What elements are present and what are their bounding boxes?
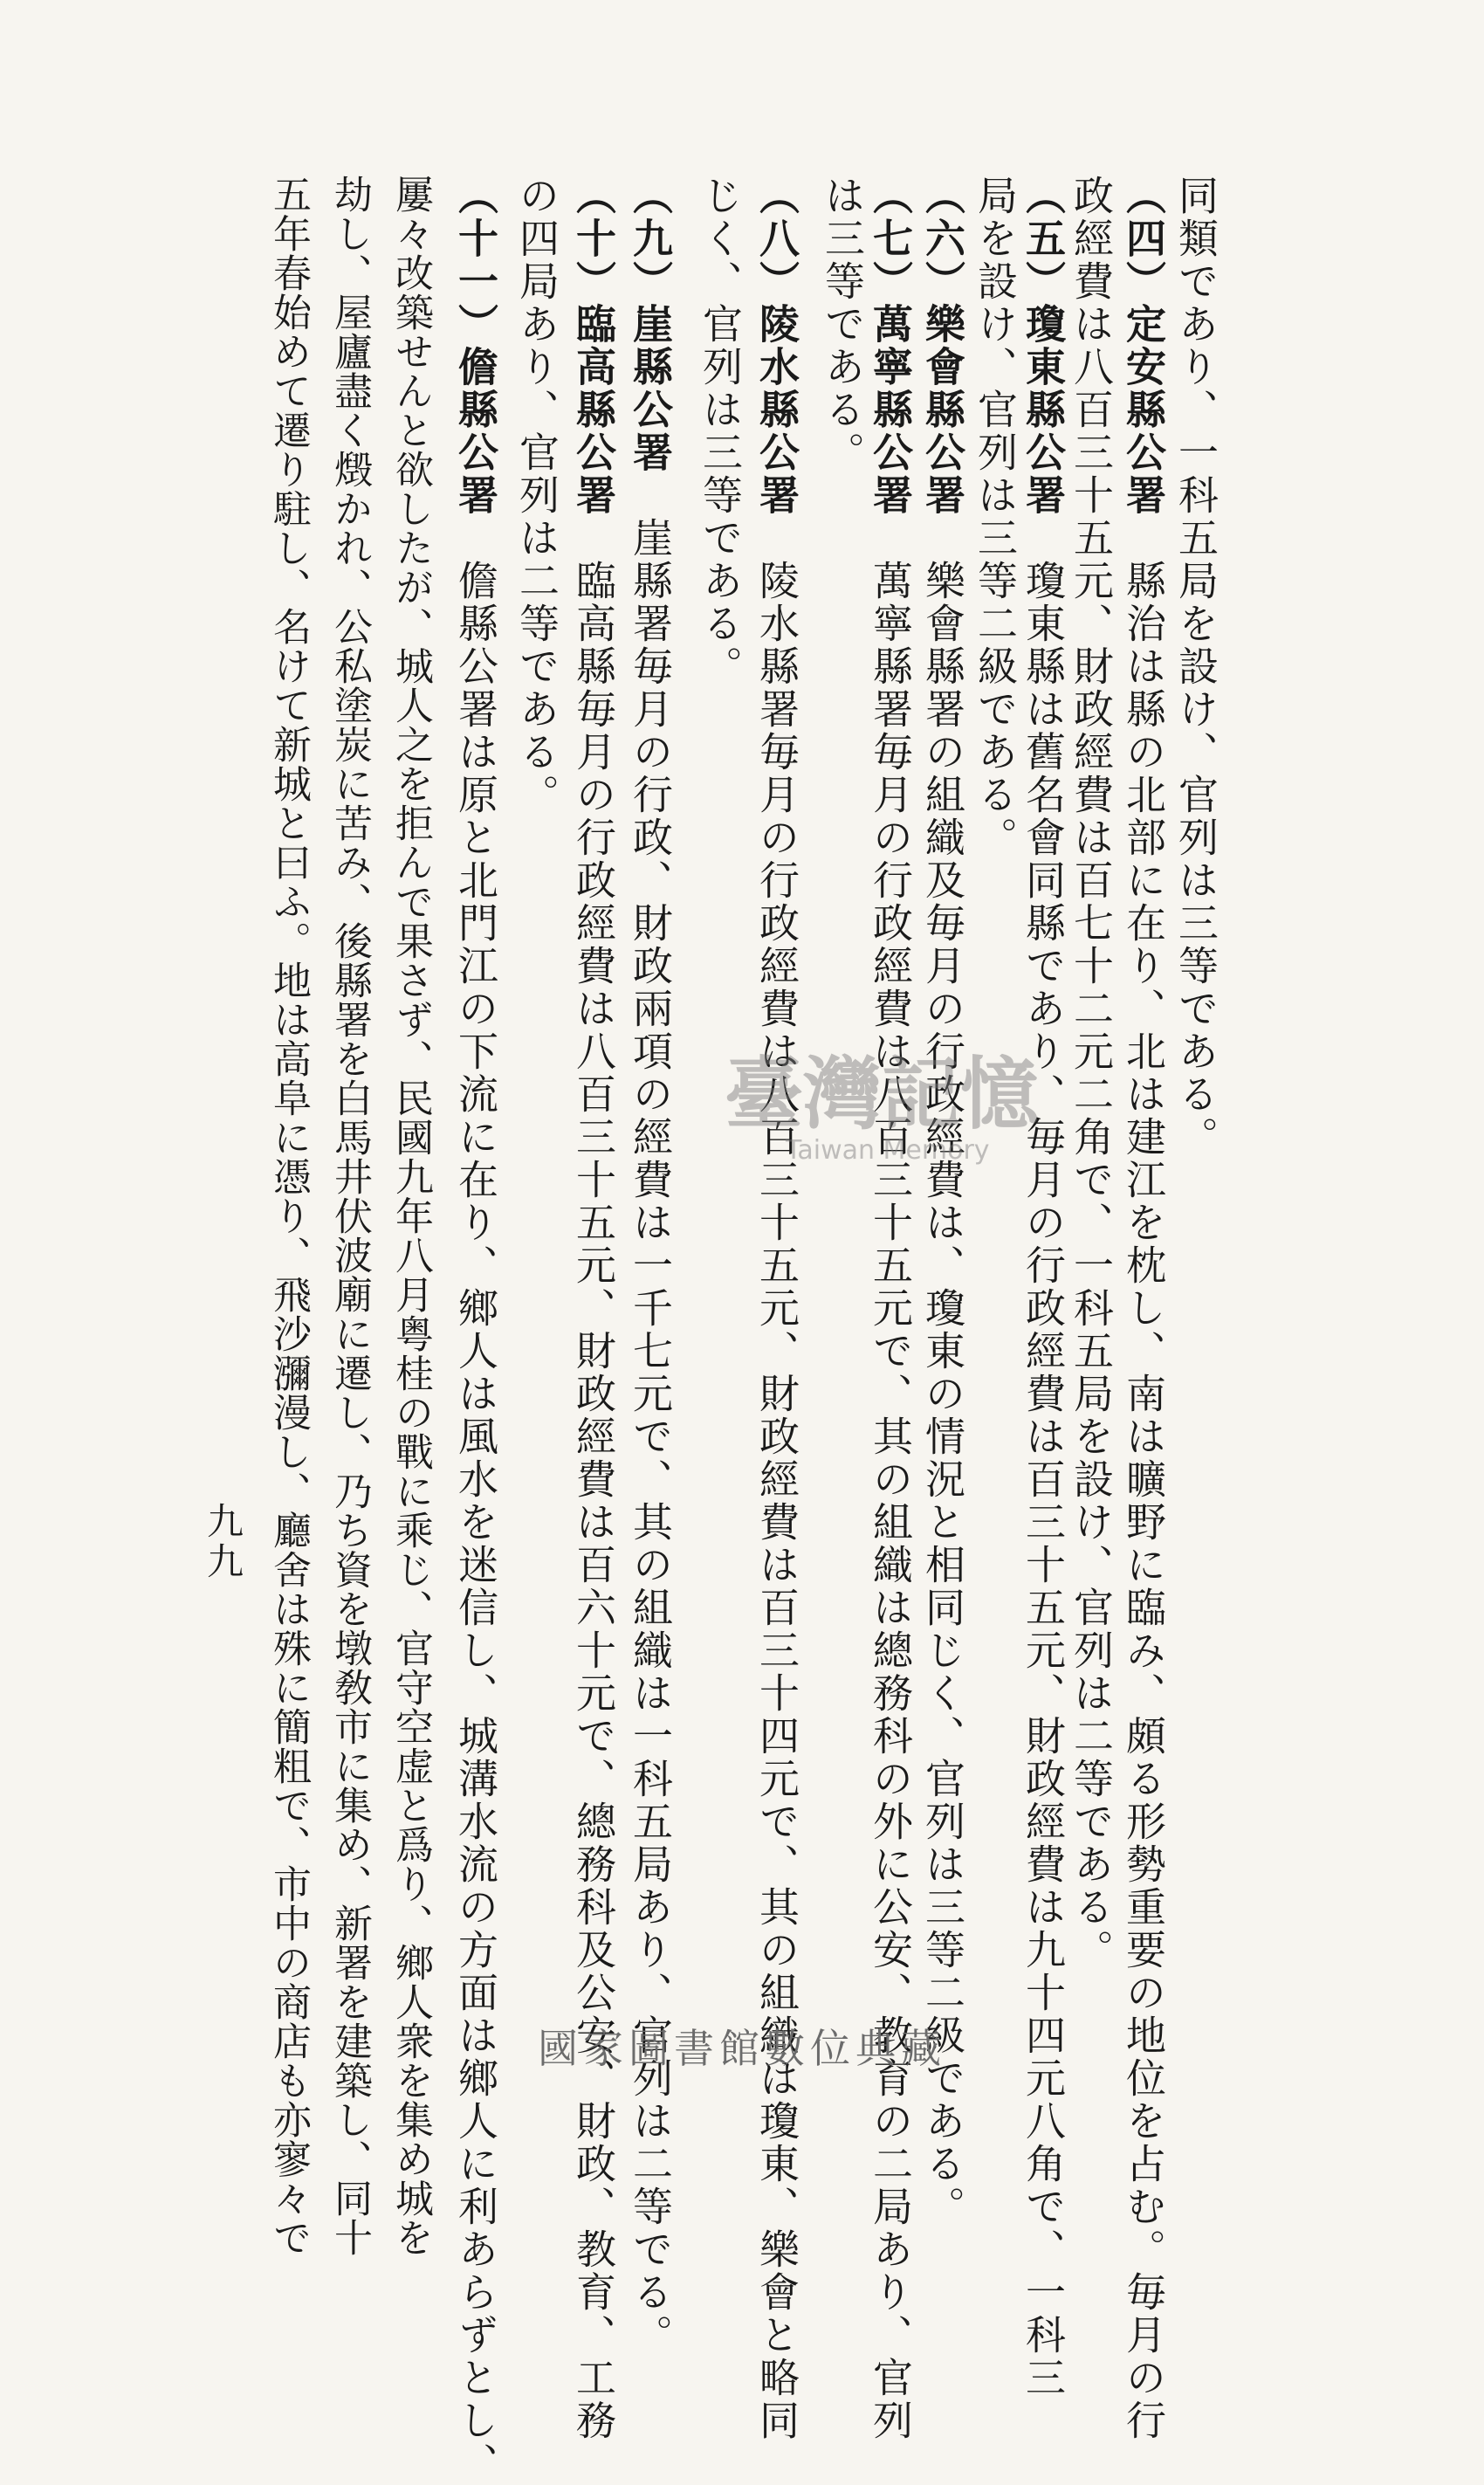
text-line-15 xyxy=(384,175,436,2257)
text-line-8 xyxy=(816,175,869,1834)
text-line-4 xyxy=(1017,175,1069,2399)
section-heading: （八）陵水縣公署 xyxy=(753,175,800,517)
section-heading: （十）臨高縣公署 xyxy=(570,175,617,517)
watermark-subtitle: Taiwan Memory xyxy=(786,1135,990,1166)
line-text: 政經費は八百三十五元、財政經費は百七十二元二角で、一科五局を設け、官列は二等である。 xyxy=(1068,175,1115,1972)
section-heading: （十一）儋縣公署 xyxy=(452,175,499,517)
page-number: 九九 xyxy=(202,1502,244,1582)
line-text: の四局あり、官列は二等である。 xyxy=(513,175,560,816)
line-text: 瓊東縣は舊名會同縣であり、毎月の行政經費は百三十五元、財政經費は九十四元八角で、一科三 xyxy=(1020,517,1067,2399)
text-line-1 xyxy=(1170,175,1222,1834)
watermark-title: 臺灣記憶 xyxy=(725,1048,1039,1140)
text-line-3 xyxy=(1065,175,1117,1972)
line-text: 縣治は縣の北部に在り、北は建江を枕し、南は曠野に臨み、頗る形勢重要の地位を占む。毎月の行 xyxy=(1120,517,1167,2442)
text-line-7 xyxy=(864,175,917,2442)
section-heading: （六）樂會縣公署 xyxy=(919,175,966,517)
watermark xyxy=(725,1030,1039,1166)
text-line-16 xyxy=(323,175,375,2257)
section-heading: （五）瓊東縣公署 xyxy=(1020,175,1067,517)
section-heading: （七）萬寧縣公署 xyxy=(867,175,914,517)
line-text: 萬寧縣署毎月の行政經費は八百三十五元で、其の組織は總務科の外に公安、教育の二局あり、官列 xyxy=(867,517,914,2442)
line-text: 屢々改築せんと欲したが、城人之を拒んで果さず、民國九年八月粤桂の戰に乘じ、官守空虚と爲り、鄉人衆を集め城を xyxy=(388,175,433,2257)
text-line-9 xyxy=(751,175,803,2442)
line-text: 局を設け、官列は三等二級である。 xyxy=(972,175,1019,859)
line-text: は三等である。 xyxy=(819,175,866,474)
line-text: 崖縣署毎月の行政、財政兩項の經費は一千七元で、其の組織は一科五局あり、官列は二等でる。 xyxy=(627,474,674,2357)
text-line-14 xyxy=(450,175,502,2485)
line-text: 同類であり、一科五局を設け、官列は三等である。 xyxy=(1172,175,1219,1159)
line-text: 五年春始めて遷り駐し、名けて新城と曰ふ。地は高阜に憑り、飛沙瀰漫し、廳舍は殊に簡粗で、市中の商店も亦寥々で xyxy=(266,175,311,2257)
text-line-12 xyxy=(567,175,620,2442)
text-line-13 xyxy=(511,175,563,1834)
text-line-17 xyxy=(262,175,314,2257)
line-text: 臨高縣毎月の行政經費は八百三十五元、財政經費は百六十元で、總務科及公安、財政、教育、工務 xyxy=(570,517,617,2442)
text-line-6 xyxy=(917,175,969,2228)
line-text: 儋縣公署は原と北門江の下流に在り、鄉人は風水を迷信し、城溝水流の方面は鄉人に利あらずとし、 xyxy=(452,517,499,2485)
line-text: 陵水縣署毎月の行政經費は八百三十五元、財政經費は百三十四元で、其の組織は瓊東、樂會と略同 xyxy=(753,517,800,2442)
line-text: 劫し、屋廬盡く燬かれ、公私塗炭に苦み、後縣署を白馬井伏波廟に遷し、乃ち資を墩敎市に集め、新署を建築し、同十 xyxy=(327,175,372,2257)
section-heading: （九）崖縣公署 xyxy=(627,175,674,474)
text-line-10 xyxy=(694,175,746,1834)
section-heading: （四）定安縣公署 xyxy=(1120,175,1167,517)
line-text: 樂會縣署の組織及毎月の行政經費は、瓊東の情況と相同じく、官列は三等二級である。 xyxy=(919,517,966,2228)
text-line-11 xyxy=(624,175,677,2357)
footer-label: 國家圖書館數位典藏 xyxy=(538,2025,946,2072)
line-text: じく、官列は三等である。 xyxy=(697,175,744,688)
text-line-2 xyxy=(1117,175,1170,2442)
text-line-5 xyxy=(969,175,1021,1834)
